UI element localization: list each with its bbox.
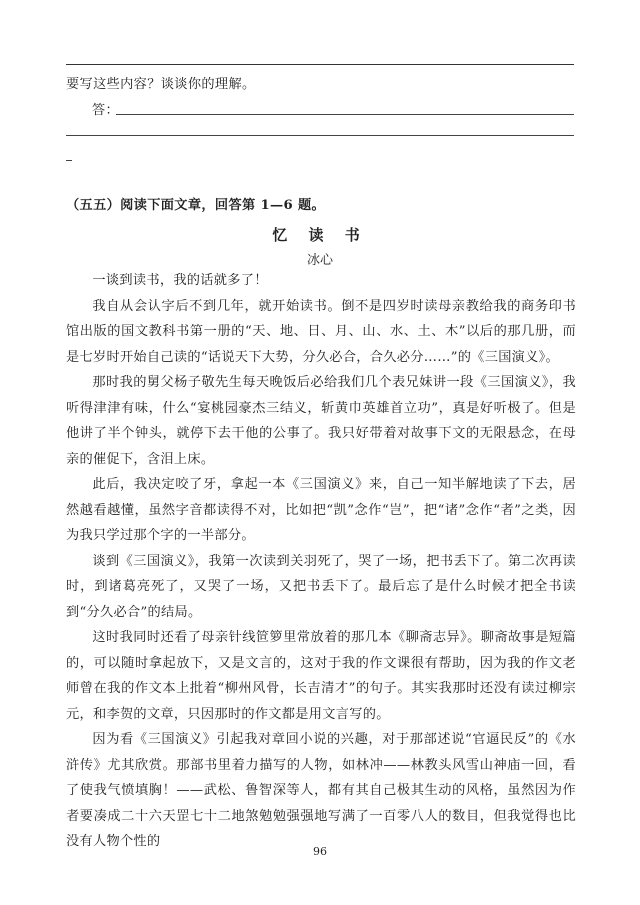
paragraph-4: 此后，我决定咬了牙，拿起一本《三国演义》来，自己一知半解地读了下去，居然越看越懂，虽然字音都读得不对，比如把“凯”念作“岂”，把“诸”念作“者”之类，因为我只学过那个字的一半部分。 (66, 477, 576, 543)
article-author: 冰心 (306, 253, 333, 268)
answer-line-tail (66, 160, 72, 161)
question-tail-text: 要写这些内容？谈谈你的理解。 (66, 77, 256, 92)
top-rule (66, 64, 574, 65)
answer-label: 答： (92, 103, 120, 118)
paragraph-6: 这时我同时还看了母亲针线笸箩里常放着的那几本《聊斋志异》。聊斋故事是短篇的，可以随时拿起放下，又是文言的，这对于我的作文课很有帮助，因为我的作文老师曾在我的作文本上批着“柳州风骨，长吉清才”的句子。其实我那时还没有读过柳宗元，和李贺的文章，只因那时的作文都是用文言写的。 (66, 630, 576, 722)
paragraph-3: 那时我的舅父杨子敬先生每天晚饭后必给我们几个表兄妹讲一段《三国演义》，我听得津津有味，什么“宴桃园豪杰三结义，斩黄巾英雄首立功”，真是好听极了。但是他讲了半个钟头，就停下去干他的公事了。我只好带着对故事下文的无限悬念，在母亲的催促下，含泪上床。 (66, 375, 576, 467)
article-title: 忆 读 书 (272, 226, 368, 244)
paragraph-1: 一谈到读书，我的话就多了！ (92, 273, 268, 288)
article-body (66, 268, 576, 855)
paragraph-7: 因为看《三国演义》引起我对章回小说的兴趣，对于那部述说“官逼民反”的《水浒传》尤其欣赏。那部书里着力描写的人物，如林冲——林教头风雪山神庙一回，看了使我气愤填胸！——武松、鲁智深等人，都有其自己极其生动的风格，虽然因为作者要凑成二十六天罡七十二地煞勉勉强强地写满了一百零八人的数目，但我觉得也比没有人物个性的 (66, 732, 576, 849)
paragraph-2: 我自从会认字后不到几年，就开始读书。倒不是四岁时读母亲教给我的商务印书馆出版的国文教科书第一册的“天、地、日、月、山、水、土、木”以后的那几册，而是七岁时开始自己读的“话说天下大势，分久必合，合久必分……”的《三国演义》。 (66, 298, 576, 365)
answer-line-1[interactable] (116, 114, 574, 115)
section-heading: （五五）阅读下面文章，回答第 1—6 题。 (66, 198, 326, 213)
paragraph-5: 谈到《三国演义》，我第一次读到关羽死了，哭了一场，把书丢下了。第二次再读时，到诸葛亮死了，又哭了一场，又把书丢下了。最后忘了是什么时候才把全书读到“分久必合”的结局。 (66, 553, 576, 620)
page-number: 96 (313, 845, 327, 858)
answer-line-2[interactable] (66, 135, 574, 136)
